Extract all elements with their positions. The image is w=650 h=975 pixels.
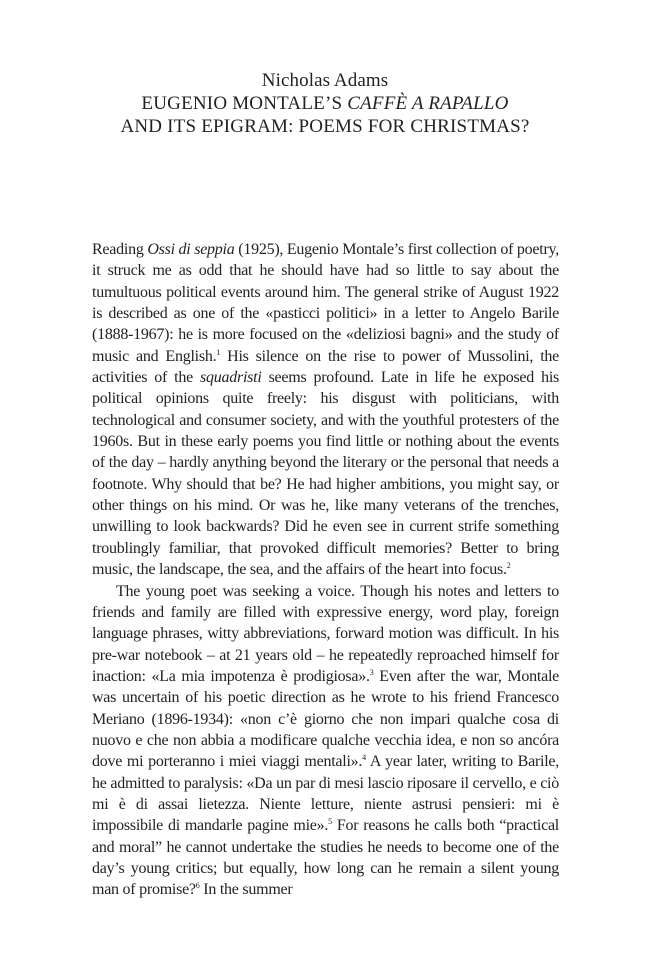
text-run: The young poet was seeking a voice. Though his notes and letters to friends and family are filled with expressive energy, word play, foreign language phrases, witty abbreviations, forward motion was difficult. In his pre-war notebook – at 21 years old – he repeatedly reproached himself for inaction: «La mia impotenza è prodigiosa».	[92, 582, 559, 685]
italic-title-ossi: Ossi di seppia	[147, 241, 235, 258]
text-run: (1925), Eugenio Montale’s first collection of poetry, it struck me as odd that he should have had so little to say about the tumultuous political events around him. The general strike of August 1922 is described as one of the «pasticci politici» in a letter to Angelo Barile (1888-1967): he is more focused on the «deliziosi bagni» and the study of music and English.	[92, 241, 559, 365]
author-name: Nicholas Adams	[261, 70, 389, 91]
italic-term-squadristi: squadristi	[200, 369, 262, 387]
title-prefix: EUGENIO MONTALE’S	[141, 93, 348, 114]
article-title-line-1	[0, 92, 650, 115]
footnote-ref-2[interactable]: 2	[506, 561, 511, 571]
text-run: A year later, writing to Barile, he admitted to paralysis: «Da un par di mesi lascio riposare il cervello, e ciò mi è di assai lietezza. Niente letture, niente astrusi pensieri: mi è impossibile di mandarle pagine mie».	[92, 753, 560, 835]
footnote-ref-1[interactable]: 1	[216, 347, 221, 357]
article-title-line-2: AND ITS EPIGRAM: POEMS FOR CHRISTMAS?	[120, 116, 530, 137]
text-run: seems profound. Late in life he exposed his political opinions quite freely: his disgust with politicians, with technological and consumer society, and with the youthful protesters of the 1960s. But in these early poems you find little or nothing about the events of the day – hardly anything beyond the literary or the personal that needs a footnote. Why should that be? He had higher ambitions, you might say, or other things on his mind. Or was he, like many veterans of the trenches, unwilling to look backwards? Did he even see in current strife something troublingly familiar, that provoked difficult memories? Better to bring music, the landscape, the sea, and the affairs of the heart into focus.	[92, 369, 559, 579]
footnote-ref-5[interactable]: 5	[328, 817, 332, 827]
footnote-ref-3[interactable]: 3	[369, 667, 374, 677]
paragraph-2	[92, 581, 559, 901]
footnote-ref-6[interactable]: 6	[195, 881, 200, 891]
text-run: Reading	[92, 241, 148, 258]
article-header	[0, 70, 650, 138]
title-italic-work: CAFFÈ A RAPALLO	[347, 93, 509, 114]
text-run: In the summer	[199, 881, 293, 899]
text-run: His silence on the rise to power of Mussolini, the activities of the	[92, 347, 559, 387]
text-run: For reasons he calls both “practical and moral” he cannot undertake the studies he needs to become one of the day’s young critics; but equally, how long can he remain a silent young man of promise?	[92, 817, 560, 899]
paragraph-1	[92, 239, 559, 581]
text-run: Even after the war, Montale was uncertain of his poetic direction as he wrote to his friend Francesco Meriano (1896-1934): «non c’è giorno che non impari qualche cosa di nuovo e che non abbia a modificare qualche vecchia idea, e non so ancóra dove mi porteranno i miei viaggi mentali».	[92, 667, 560, 771]
footnote-ref-4[interactable]: 4	[362, 753, 366, 763]
article-body	[92, 239, 559, 901]
